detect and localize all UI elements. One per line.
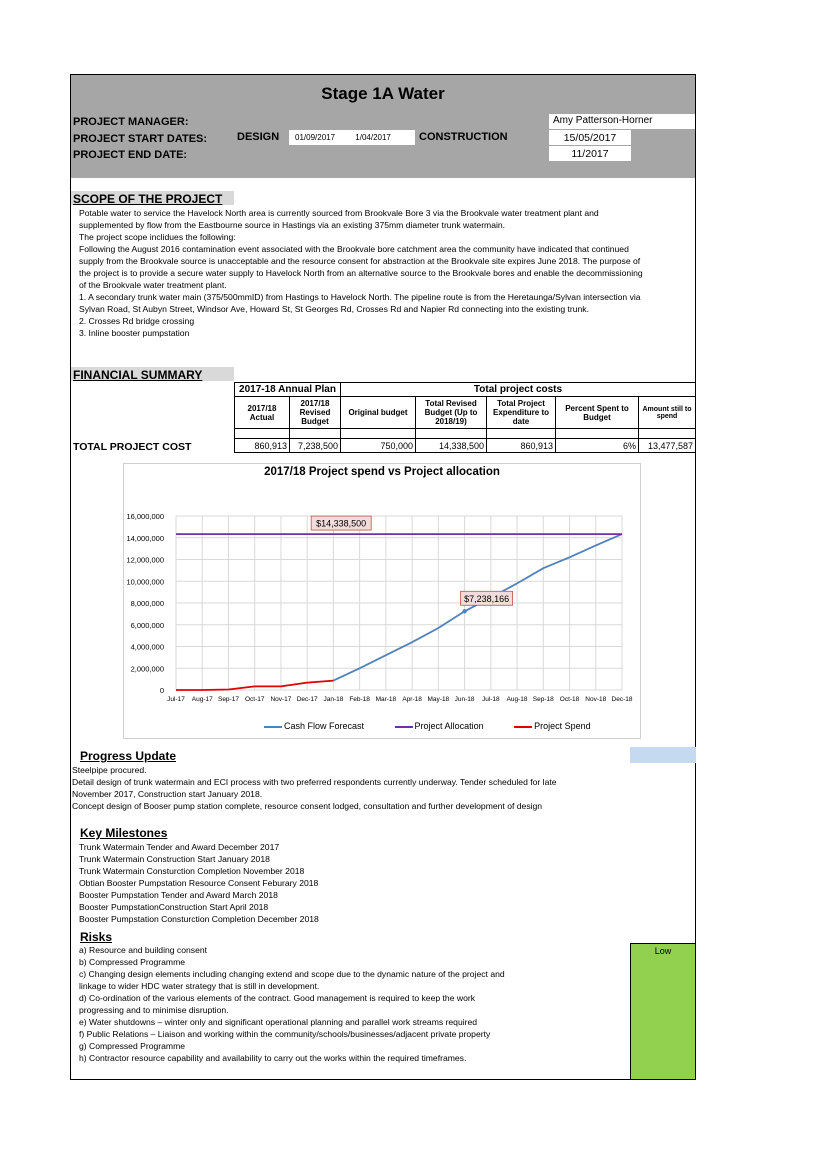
- milestones-heading: Key Milestones: [80, 826, 168, 840]
- milestones-list: [79, 841, 319, 925]
- scope-line: 1. A secondary trunk water main (375/500mmID) from Hastings to Havelock North. The pipeline route is from the Heretaunga/Sylvan intersection via: [79, 292, 641, 302]
- scope-line: Following the August 2016 contamination event associated with the Brookvale bore catchment area the community have indicated that continued: [79, 244, 629, 254]
- design-label: DESIGN: [237, 131, 280, 143]
- legend-cash-flow: [264, 721, 364, 731]
- series-line: [333, 534, 622, 681]
- design-date-2: 1/04/2017: [355, 133, 391, 142]
- total-costs-header: Total project costs: [341, 383, 696, 397]
- financial-table: [234, 382, 696, 453]
- risk-item: h) Contractor resource capability and availability to carry out the works within the required timeframes.: [79, 1053, 467, 1063]
- col-total-revised: Total Revised Budget (Up to 2018/19): [416, 397, 487, 429]
- scope-line: supply from the Brookvale source is unacceptable and the resource consent for abstraction at the Brookvale site expires June 2018. The purpose of: [79, 256, 641, 266]
- legend-label: Project Allocation: [414, 721, 484, 731]
- scope-line: Sylvan Road, St Aubyn Street, Windsor Ave, Howard St, St Georges Rd, Crosses Rd and Napier Rd connecting into the existing trunk.: [79, 304, 589, 314]
- risk-item: e) Water shutdowns – winter only and significant operational planning and parallel work streams required: [79, 1017, 478, 1027]
- milestone-item: Obtian Booster Pumpstation Resource Consent Feburary 2018: [79, 878, 319, 888]
- value-revised-budget: 7,238,500: [290, 439, 341, 453]
- x-tick-label: Mar-18: [375, 696, 397, 703]
- milestone-item: Booster Pumpstation Consturction Completion December 2018: [79, 914, 319, 924]
- value-actual: 860,913: [235, 439, 290, 453]
- risk-item: f) Public Relations – Liaison and working within the community/schools/businesses/adjacent private property: [79, 1029, 491, 1039]
- legend-allocation: [395, 721, 484, 731]
- col-percent-spent: Percent Spent to Budget: [556, 397, 639, 429]
- end-date-label: PROJECT END DATE:: [73, 149, 188, 161]
- project-manager-value: Amy Patterson-Horner: [549, 114, 695, 129]
- design-dates: [289, 130, 415, 145]
- col-actual: 2017/18 Actual: [235, 397, 290, 429]
- x-tick-label: Dec-18: [611, 696, 633, 703]
- scope-line: of the Brookvale water treatment plant.: [79, 280, 227, 290]
- y-tick-label: 10,000,000: [126, 577, 164, 587]
- milestone-item: Trunk Watermain Construction Start January 2018: [79, 854, 270, 864]
- financial-heading: FINANCIAL SUMMARY: [73, 368, 203, 382]
- chart-container: [123, 463, 641, 739]
- page-title: Stage 1A Water: [321, 84, 445, 103]
- col-original-budget: Original budget: [341, 397, 416, 429]
- col-amount-still: Amount still to spend: [639, 397, 696, 429]
- y-tick-label: 14,000,000: [126, 533, 164, 543]
- progress-line: Detail design of trunk watermain and ECI process with two preferred respondents currently underway. Tender scheduled for late: [72, 777, 557, 787]
- chart-title: 2017/18 Project spend vs Project allocation: [264, 466, 500, 478]
- progress-text: [72, 764, 557, 812]
- y-tick-label: 4,000,000: [130, 642, 164, 652]
- start-dates-label: PROJECT START DATES:: [73, 133, 208, 145]
- x-tick-label: Aug-17: [191, 696, 213, 703]
- end-date-value: 11/2017: [549, 146, 631, 161]
- annotation-label: $7,238,166: [464, 593, 510, 604]
- scope-heading: SCOPE OF THE PROJECT: [73, 192, 223, 206]
- data-point-marker: [462, 609, 466, 613]
- x-tick-label: Apr-18: [402, 696, 422, 703]
- x-tick-label: Nov-17: [270, 696, 292, 703]
- value-total-revised: 14,338,500: [416, 439, 487, 453]
- risks-list: [79, 944, 505, 1064]
- col-revised-budget: 2017/18 Revised Budget: [290, 397, 341, 429]
- chart-legend: [264, 721, 591, 731]
- legend-line-icon: [264, 726, 282, 728]
- x-tick-label: Aug-18: [506, 696, 528, 703]
- x-tick-label: Feb-18: [349, 696, 370, 703]
- scope-line: The project scope inclidues the following:: [79, 232, 236, 242]
- progress-heading: Progress Update: [80, 749, 177, 763]
- value-amount-still: 13,477,587: [639, 439, 696, 453]
- x-tick-label: Oct-17: [244, 696, 265, 703]
- construction-label: CONSTRUCTION: [419, 131, 508, 143]
- milestone-item: Trunk Watermain Tender and Award December 2017: [79, 842, 280, 852]
- risk-item: b) Compressed Programme: [79, 957, 186, 967]
- y-tick-label: 16,000,000: [126, 512, 164, 521]
- scope-line: Potable water to service the Havelock North area is currently sourced from Brookvale Bore 3 via the Brookvale water treatment plant and: [79, 208, 599, 218]
- x-tick-label: Sep-18: [532, 696, 554, 703]
- y-tick-label: 8,000,000: [130, 599, 164, 608]
- project-manager-label: PROJECT MANAGER:: [73, 116, 189, 128]
- value-percent-spent: 6%: [556, 439, 639, 453]
- risk-item: c) Changing design elements including changing extend and scope due to the dynamic nature of the project and: [79, 969, 505, 979]
- x-tick-label: Dec-17: [296, 696, 318, 703]
- legend-line-icon: [514, 726, 532, 728]
- scope-line: 2. Crosses Rd bridge crossing: [79, 316, 195, 326]
- x-tick-label: Jun-18: [454, 696, 475, 703]
- construction-start: 15/05/2017: [549, 130, 631, 145]
- risk-item: linkage to wider HDC water strategy that is still in development.: [79, 981, 320, 991]
- x-tick-label: Jul-17: [167, 696, 185, 703]
- value-original-budget: 750,000: [341, 439, 416, 453]
- annotation-label: $14,338,500: [316, 518, 367, 529]
- y-tick-label: 12,000,000: [126, 555, 164, 565]
- value-total-expenditure: 860,913: [487, 439, 556, 453]
- risk-item: a) Resource and building consent: [79, 945, 208, 955]
- legend-label: Cash Flow Forecast: [284, 721, 365, 731]
- chart-svg: [124, 464, 640, 738]
- y-tick-label: 0: [159, 686, 164, 695]
- y-tick-label: 6,000,000: [130, 620, 164, 630]
- progress-status-box: [630, 747, 696, 763]
- y-tick-label: 2,000,000: [130, 664, 164, 674]
- scope-line: supplemented by flow from the Eastbourne source in Hastings via an existing 375mm diameter trunk watermain.: [79, 220, 506, 230]
- milestone-item: Booster Pumpstation Tender and Award March 2018: [79, 890, 278, 900]
- risk-item: d) Co-ordination of the various elements of the contract. Good management is required to keep the work: [79, 993, 476, 1003]
- legend-line-icon: [395, 726, 413, 728]
- risk-rating-box: [630, 943, 696, 1080]
- legend-label: Project Spend: [534, 721, 591, 731]
- x-tick-label: Nov-18: [585, 696, 607, 703]
- scope-line: the project is to provide a secure water supply to Havelock North from an alternative source to the Brookvale bores and enable the decommissioning: [79, 268, 643, 278]
- total-project-cost-label: TOTAL PROJECT COST: [73, 441, 192, 453]
- progress-line: Concept design of Booser pump station complete, resource consent lodged, consultation and further development of design: [72, 801, 543, 811]
- progress-line: Steelpipe procured.: [72, 765, 147, 775]
- risks-heading: Risks: [80, 930, 113, 944]
- risk-item: progressing and to minimise disruption.: [79, 1005, 229, 1015]
- scope-text: [79, 207, 643, 339]
- annual-plan-header: 2017-18 Annual Plan: [235, 383, 341, 397]
- risk-item: g) Compressed Programme: [79, 1041, 186, 1051]
- scope-line: 3. Inline booster pumpstation: [79, 328, 190, 338]
- design-date-1: 01/09/2017: [295, 133, 336, 142]
- x-tick-label: Sep-17: [217, 696, 239, 703]
- x-tick-label: Jul-18: [481, 696, 500, 703]
- risk-rating: Low: [654, 946, 672, 956]
- col-total-expenditure: Total Project Expenditure to date: [487, 397, 556, 429]
- progress-line: November 2017, Construction start January 2018.: [72, 789, 263, 799]
- x-tick-label: Oct-18: [559, 696, 580, 703]
- legend-spend: [514, 721, 591, 731]
- x-tick-label: May-18: [427, 696, 450, 703]
- milestone-item: Booster PumpstationConstruction Start April 2018: [79, 902, 269, 912]
- milestone-item: Trunk Watermain Consturction Completion November 2018: [79, 866, 305, 876]
- x-tick-label: Jan-18: [323, 696, 344, 703]
